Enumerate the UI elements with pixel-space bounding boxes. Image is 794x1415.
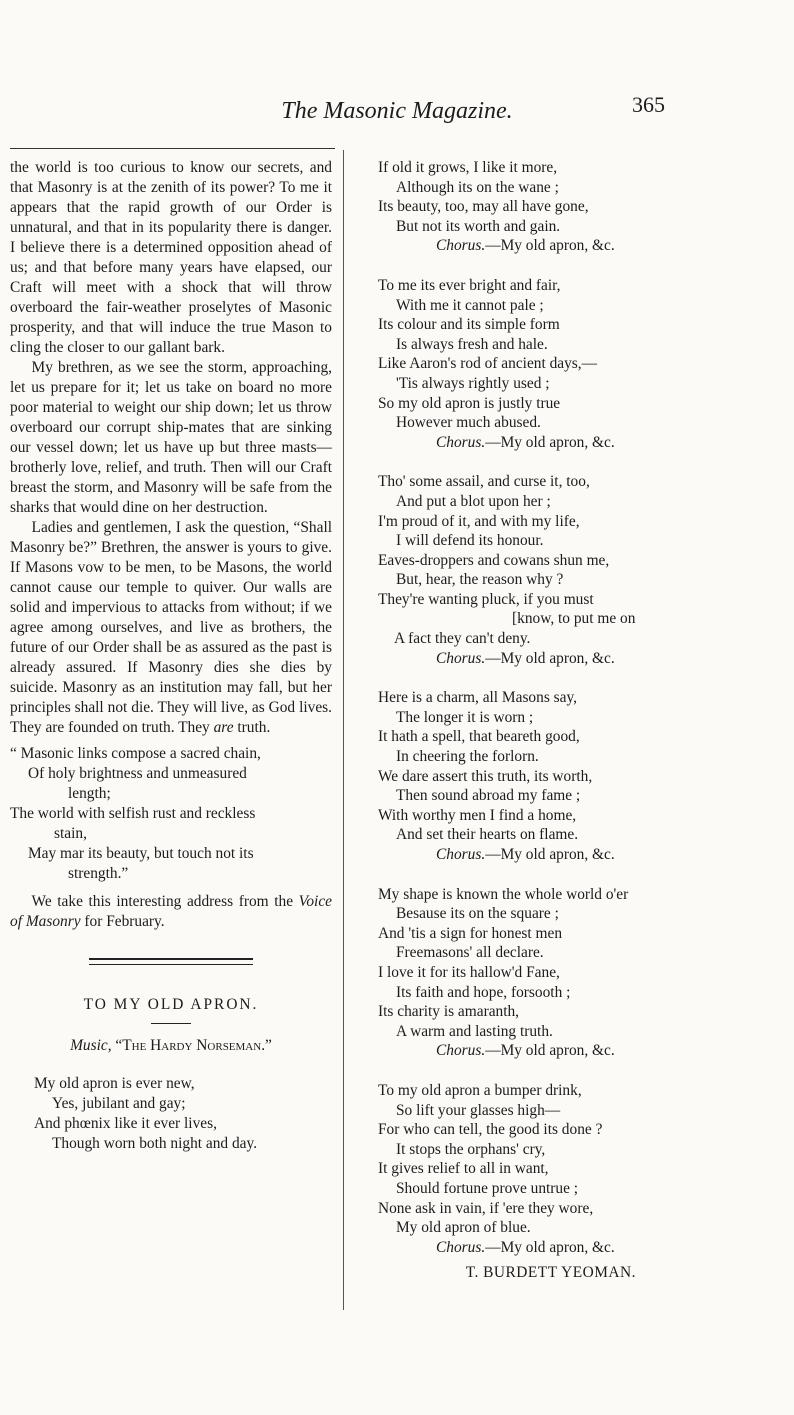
- verse-line: Is always fresh and hale.: [396, 335, 548, 353]
- verse-line: [10, 764, 332, 804]
- verse-line: Its colour and its simple form: [378, 316, 560, 334]
- chorus-label: Chorus.: [436, 237, 486, 255]
- poem-stanza: [10, 1074, 332, 1154]
- verse-text: The world with selfish rust and reckless: [10, 805, 256, 822]
- section-divider: [89, 958, 253, 965]
- verse-line: 'Tis always rightly used ;: [396, 374, 550, 392]
- verse-line: However much abused.: [396, 414, 541, 432]
- verse-line: A fact they can't deny.: [394, 630, 531, 648]
- right-column: [378, 158, 688, 1283]
- music-label: Music,: [70, 1037, 112, 1054]
- verse-line: Here is a charm, all Masons say,: [378, 689, 578, 707]
- verse-line: Then sound abroad my fame ;: [396, 787, 581, 805]
- poem-stanza: [378, 1081, 688, 1257]
- paragraph-text: We take this interesting address from the: [31, 893, 294, 910]
- verse-line: With me it cannot pale ;: [396, 296, 544, 314]
- chorus-text: —My old apron, &c.: [485, 846, 615, 863]
- verse-line: My old apron is ever new,: [34, 1075, 195, 1092]
- poem-title: TO MY OLD APRON.: [83, 996, 259, 1013]
- verse-line: Its faith and hope, forsooth ;: [396, 983, 571, 1001]
- verse-line: I'm proud of it, and with my life,: [378, 512, 580, 530]
- music-credit: [10, 1036, 332, 1056]
- title-rule: [151, 1023, 191, 1024]
- poem-stanza: [378, 472, 688, 668]
- paragraph-text: truth.: [237, 719, 271, 736]
- chorus-text: —My old apron, &c.: [485, 649, 615, 667]
- verse-line: With worthy men I find a home,: [378, 806, 577, 824]
- chorus-line: [378, 649, 688, 669]
- emphasis: are: [213, 719, 234, 736]
- verse-line: Should fortune prove untrue ;: [396, 1179, 579, 1197]
- chorus-label: Chorus.: [436, 846, 486, 863]
- verse-text: length;: [68, 785, 111, 802]
- verse-line: Yes, jubilant and gay;: [52, 1095, 186, 1112]
- poem-stanza: [378, 276, 688, 452]
- chorus-line: [378, 433, 688, 453]
- verse-line: “ Masonic links compose a sacred chain,: [10, 745, 261, 762]
- verse-line: [know, to put me on: [512, 610, 636, 628]
- verse-line: It hath a spell, that beareth good,: [378, 728, 580, 746]
- chorus-label: Chorus.: [436, 1238, 486, 1256]
- verse-line: A warm and lasting truth.: [396, 1022, 553, 1040]
- page-number: 365: [632, 92, 665, 117]
- verse-line: [10, 804, 332, 844]
- chorus-label: Chorus.: [436, 1042, 486, 1060]
- verse-line: I love it for its hallow'd Fane,: [378, 963, 560, 981]
- paragraph: [10, 892, 332, 932]
- source-title: Voice of Masonry: [10, 893, 332, 930]
- verse-line: And put a blot upon her ;: [396, 492, 551, 510]
- verse-line: But not its worth and gain.: [396, 217, 561, 235]
- poem-stanza: [378, 688, 688, 864]
- verse-line: So lift your glasses high—: [396, 1101, 561, 1119]
- verse-line: The longer it is worn ;: [396, 708, 534, 726]
- verse-line: My old apron of blue.: [396, 1219, 531, 1237]
- verse-line: My shape is known the whole world o'er: [378, 885, 629, 903]
- verse-line: Its charity is amaranth,: [378, 1003, 520, 1021]
- verse-text: stain,: [54, 825, 87, 842]
- chorus-text: —My old apron, &c.: [485, 237, 615, 255]
- verse-line: Freemasons' all declare.: [396, 944, 544, 962]
- verse-line: We dare assert this truth, its worth,: [378, 767, 593, 785]
- verse-line: To my old apron a bumper drink,: [378, 1081, 582, 1099]
- verse-line: I will defend its honour.: [396, 532, 544, 550]
- verse-text: Of holy brightness and unmeasured: [28, 765, 247, 782]
- verse-line: It stops the orphans' cry,: [396, 1140, 546, 1158]
- chorus-line: [378, 236, 688, 256]
- chorus-text: —My old apron, &c.: [485, 1238, 615, 1256]
- verse-line: Though worn both night and day.: [52, 1135, 258, 1152]
- chorus-label: Chorus.: [436, 649, 486, 667]
- column-divider: [343, 150, 344, 1310]
- verse-line: It gives relief to all in want,: [378, 1160, 549, 1178]
- paragraph: My brethren, as we see the storm, approaching, let us prepare for it; let us take on board no more poor material to weight our ship down; let us throw overboard our corrupt ship-mates that are sinking our vessel down; let us have up but three masts—brotherly love, relief, and truth. Then will our Craft breast the storm, and Masonry will be safe from the sharks that would dine on her destruction.: [10, 359, 332, 516]
- paragraph-text: for February.: [84, 913, 165, 930]
- chorus-line: [378, 1041, 688, 1061]
- paragraph: the world is too curious to know our secrets, and that Masonry is at the zenith of its power? To me it appears that the rapid growth of our Order is unnatural, and that in its popularity there is danger. I believe there is a determined opposition ahead of us; and that before many years have elapsed, our Craft will meet with a shock that will throw overboard the fair-weather proselytes of Masonic prosperity, and that will induce the true Mason to cling the closer to our gallant bark.: [10, 159, 332, 356]
- verse-line: Tho' some assail, and curse it, too,: [378, 473, 590, 491]
- verse-line: They're wanting pluck, if you must: [378, 590, 594, 608]
- verse-line: And 'tis a sign for honest men: [378, 924, 563, 942]
- verse-line: For who can tell, the good its done ?: [378, 1121, 603, 1139]
- poem-stanza: [378, 158, 688, 256]
- verse-line: Like Aaron's rod of ancient days,—: [378, 355, 598, 373]
- chorus-line: [378, 1238, 688, 1258]
- header-rule: [10, 148, 335, 149]
- verse-line: None ask in vain, if 'ere they wore,: [378, 1199, 594, 1217]
- chorus-text: —My old apron, &c.: [485, 1042, 615, 1060]
- verse-text: strength.”: [68, 865, 129, 882]
- chorus-label: Chorus.: [436, 433, 486, 451]
- page-title: The Masonic Magazine.: [281, 98, 513, 124]
- poem-stanza: [378, 885, 688, 1061]
- author-signature: T. BURDETT YEOMAN.: [465, 1264, 636, 1282]
- chorus-line: [378, 845, 688, 865]
- left-column: [10, 158, 332, 1154]
- verse-text: May mar its beauty, but touch not its: [28, 845, 254, 862]
- verse-line: So my old apron is justly true: [378, 394, 561, 412]
- verse-line: And set their hearts on flame.: [396, 826, 579, 844]
- verse-line: And phœnix like it ever lives,: [34, 1115, 217, 1132]
- music-tune: “The Hardy Norseman.”: [115, 1037, 272, 1054]
- verse-line: Although its on the wane ;: [396, 178, 559, 196]
- verse-line: Eaves-droppers and cowans shun me,: [378, 551, 610, 569]
- paragraph-text: Ladies and gentlemen, I ask the question, “Shall Masonry be?” Brethren, the answer is yours to give. If Masons vow to be men, to be Masons, the world cannot cause our temple to quiver. Our walls are solid and impervious to attacks from without; if we agree among ourselves, and live as brothers, the future of our Order shall be as assured as the past is already assured. If Masonry dies she dies by suicide. Masonry as an institution may fall, but her principles shall not die. They will live, as God lives. They are founded on truth. They: [10, 519, 332, 736]
- verse-line: Its beauty, too, may all have gone,: [378, 198, 589, 216]
- verse-line: To me its ever bright and fair,: [378, 276, 561, 294]
- verse-line: In cheering the forlorn.: [396, 748, 539, 766]
- verse-line: Besause its on the square ;: [396, 905, 559, 923]
- chorus-text: —My old apron, &c.: [485, 433, 615, 451]
- verse-line: [10, 844, 332, 884]
- quoted-verse: [10, 744, 332, 884]
- verse-line: But, hear, the reason why ?: [396, 571, 564, 589]
- paragraph: [10, 518, 332, 738]
- verse-line: If old it grows, I like it more,: [378, 159, 558, 176]
